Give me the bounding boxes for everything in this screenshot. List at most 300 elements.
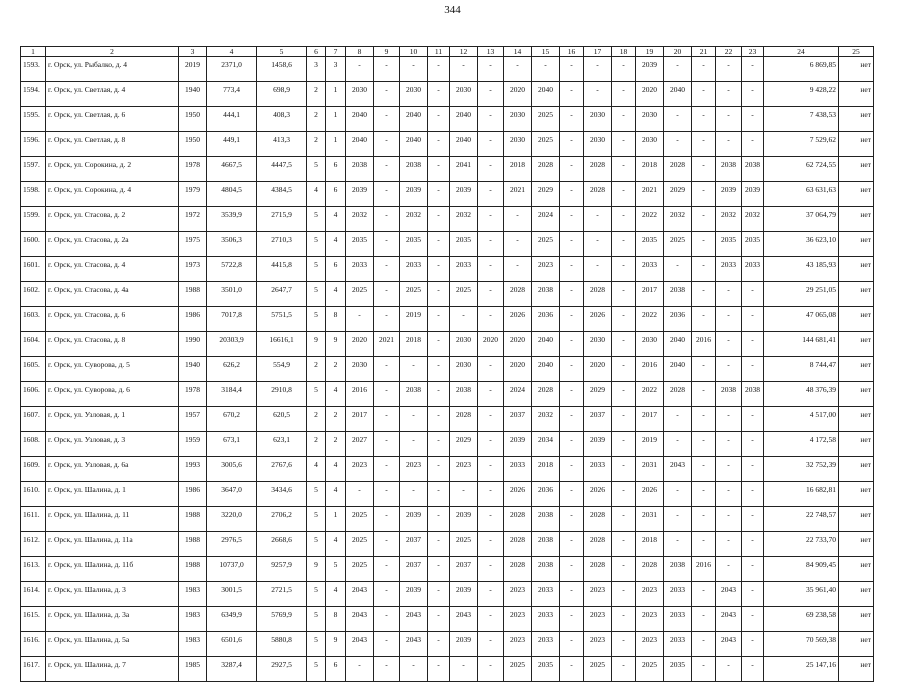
table-cell: нет [839, 182, 874, 207]
table-cell: - [374, 407, 400, 432]
table-row [21, 482, 874, 507]
table-cell: 1940 [179, 357, 207, 382]
table-cell: 1940 [179, 82, 207, 107]
table-cell: - [612, 582, 636, 607]
column-header: 8 [346, 47, 374, 57]
table-cell: 2028 [532, 157, 560, 182]
table-cell: 1613. [21, 557, 46, 582]
table-cell: нет [839, 82, 874, 107]
table-cell: - [532, 57, 560, 82]
table-cell: - [478, 482, 504, 507]
table-cell: 2033 [346, 257, 374, 282]
table-cell: - [428, 382, 450, 407]
table-cell: 2037 [400, 532, 428, 557]
table-cell: 6349,9 [207, 607, 257, 632]
table-cell: - [612, 282, 636, 307]
table-cell: 9 [307, 557, 326, 582]
table-cell: - [692, 257, 716, 282]
table-cell: нет [839, 407, 874, 432]
table-cell: 1606. [21, 382, 46, 407]
table-cell: 9 428,22 [764, 82, 839, 107]
table-cell: - [374, 157, 400, 182]
table-cell: 2040 [450, 107, 478, 132]
column-header: 23 [742, 47, 764, 57]
table-cell: 2035 [532, 657, 560, 682]
table-cell: - [450, 657, 478, 682]
table-cell: - [612, 482, 636, 507]
column-header: 16 [560, 47, 584, 57]
table-cell: - [374, 82, 400, 107]
table-cell: 4 [326, 207, 346, 232]
table-cell: 1602. [21, 282, 46, 307]
column-header: 11 [428, 47, 450, 57]
table-cell: 1608. [21, 432, 46, 457]
table-cell: 4384,5 [257, 182, 307, 207]
table-cell: 2023 [636, 632, 664, 657]
table-cell: 5 [307, 482, 326, 507]
table-cell: - [504, 232, 532, 257]
table-cell: - [478, 182, 504, 207]
table-cell: - [612, 357, 636, 382]
table-cell: 670,2 [207, 407, 257, 432]
table-cell: - [374, 657, 400, 682]
table-cell: - [428, 207, 450, 232]
table-cell: 1973 [179, 257, 207, 282]
table-cell: нет [839, 432, 874, 457]
table-cell: 2036 [664, 307, 692, 332]
table-cell: 2017 [346, 407, 374, 432]
table-cell: 2028 [504, 532, 532, 557]
table-cell: 2043 [400, 632, 428, 657]
table-cell: 2032 [400, 207, 428, 232]
table-cell: 1594. [21, 82, 46, 107]
table-cell: 2040 [346, 132, 374, 157]
table-cell: - [560, 632, 584, 657]
table-cell: 698,9 [257, 82, 307, 107]
table-cell: - [428, 132, 450, 157]
table-cell: - [716, 307, 742, 332]
table-cell: 2038 [532, 557, 560, 582]
column-header: 1 [21, 47, 46, 57]
table-cell: - [504, 57, 532, 82]
table-cell: - [742, 607, 764, 632]
table-row [21, 357, 874, 382]
table-cell: г. Орск, ул. Узловая, д. 1 [46, 407, 179, 432]
table-cell: - [692, 507, 716, 532]
table-cell: - [374, 607, 400, 632]
table-cell: 1990 [179, 332, 207, 357]
table-cell: - [374, 532, 400, 557]
table-cell: - [560, 282, 584, 307]
table-cell: 1599. [21, 207, 46, 232]
table-cell: - [612, 657, 636, 682]
table-cell: 7017,8 [207, 307, 257, 332]
table-cell: нет [839, 657, 874, 682]
table-cell: г. Орск, ул. Светлая, д. 6 [46, 107, 179, 132]
table-cell: 2030 [636, 132, 664, 157]
table-cell: 2038 [532, 282, 560, 307]
table-cell: 2028 [584, 182, 612, 207]
table-cell: - [428, 607, 450, 632]
table-cell: 2028 [584, 507, 612, 532]
table-cell: 2030 [450, 82, 478, 107]
table-cell: - [428, 182, 450, 207]
table-cell: 4 [326, 382, 346, 407]
table-cell: - [612, 107, 636, 132]
table-cell: - [612, 332, 636, 357]
table-cell: - [428, 82, 450, 107]
table-cell: 2043 [450, 607, 478, 632]
table-cell: - [716, 407, 742, 432]
table-cell: - [450, 57, 478, 82]
table-cell: 5 [326, 557, 346, 582]
table-cell: 1993 [179, 457, 207, 482]
table-cell: 1617. [21, 657, 46, 682]
table-cell: 8 [326, 607, 346, 632]
table-cell: 1978 [179, 157, 207, 182]
table-cell: - [478, 532, 504, 557]
table-cell: 2025 [346, 532, 374, 557]
table-cell: - [664, 482, 692, 507]
table-cell: - [450, 307, 478, 332]
table-cell: 2037 [400, 557, 428, 582]
table-cell: - [612, 407, 636, 432]
table-body [21, 57, 874, 682]
table-cell: - [742, 457, 764, 482]
table-cell: 2022 [636, 207, 664, 232]
table-cell: 2025 [346, 507, 374, 532]
table-cell: 2033 [450, 257, 478, 282]
table-cell: - [716, 132, 742, 157]
table-cell: - [428, 657, 450, 682]
table-cell: 2040 [400, 132, 428, 157]
table-cell: - [560, 107, 584, 132]
table-cell: 20303,9 [207, 332, 257, 357]
table-cell: 1950 [179, 107, 207, 132]
table-cell: 9 [307, 332, 326, 357]
table-cell: нет [839, 332, 874, 357]
table-cell: 1597. [21, 157, 46, 182]
table-cell: 2026 [504, 307, 532, 332]
table-cell: 2025 [504, 657, 532, 682]
table-cell: - [560, 82, 584, 107]
table-cell: 5 [307, 632, 326, 657]
table-cell: 1605. [21, 357, 46, 382]
table-cell: - [560, 457, 584, 482]
table-cell: - [716, 532, 742, 557]
table-cell: - [612, 82, 636, 107]
table-cell: 2034 [532, 432, 560, 457]
table-cell: 2035 [742, 232, 764, 257]
table-cell: 2927,5 [257, 657, 307, 682]
table-cell: - [692, 82, 716, 107]
table-cell: 2910,8 [257, 382, 307, 407]
table-cell: 1616. [21, 632, 46, 657]
table-cell: 2025 [450, 532, 478, 557]
table-cell: 1609. [21, 457, 46, 482]
table-cell: - [504, 257, 532, 282]
table-cell: 1 [326, 82, 346, 107]
table-cell: 2037 [450, 557, 478, 582]
table-cell: 1603. [21, 307, 46, 332]
table-cell: 1600. [21, 232, 46, 257]
table-row [21, 307, 874, 332]
table-cell: 1604. [21, 332, 46, 357]
table-cell: - [664, 257, 692, 282]
table-cell: - [478, 407, 504, 432]
table-cell: 2706,2 [257, 507, 307, 532]
table-cell: 2024 [504, 382, 532, 407]
table-cell: 5769,9 [257, 607, 307, 632]
table-cell: 1983 [179, 632, 207, 657]
table-cell: - [560, 157, 584, 182]
table-cell: 4415,8 [257, 257, 307, 282]
table-cell: 3539,9 [207, 207, 257, 232]
table-cell: - [612, 57, 636, 82]
table-cell: 1975 [179, 232, 207, 257]
table-cell: - [716, 357, 742, 382]
table-cell: - [374, 107, 400, 132]
table-cell: 4 172,58 [764, 432, 839, 457]
table-cell: 2030 [504, 107, 532, 132]
table-cell: 2025 [400, 282, 428, 307]
table-cell: 2025 [450, 282, 478, 307]
table-cell: 2024 [532, 207, 560, 232]
column-header: 2 [46, 47, 179, 57]
table-cell: 2030 [636, 107, 664, 132]
table-cell: 2028 [636, 557, 664, 582]
table-cell: 5 [307, 607, 326, 632]
table-cell: 2023 [584, 582, 612, 607]
table-cell: 2 [307, 107, 326, 132]
column-header: 22 [716, 47, 742, 57]
table-row [21, 232, 874, 257]
table-cell: 2038 [400, 382, 428, 407]
table-cell: 2020 [478, 332, 504, 357]
table-cell: - [478, 432, 504, 457]
table-cell: 2030 [504, 132, 532, 157]
table-cell: 2039 [636, 57, 664, 82]
table-cell: - [560, 207, 584, 232]
table-cell: 1983 [179, 582, 207, 607]
table-cell: 2038 [716, 382, 742, 407]
table-cell: 3 [326, 57, 346, 82]
table-cell: - [478, 207, 504, 232]
table-cell: г. Орск, ул. Светлая, д. 8 [46, 132, 179, 157]
table-cell: 2017 [636, 407, 664, 432]
table-cell: 8 744,47 [764, 357, 839, 382]
table-cell: 2020 [584, 357, 612, 382]
table-cell: - [560, 182, 584, 207]
table-cell: 444,1 [207, 107, 257, 132]
table-cell: - [692, 382, 716, 407]
table-cell: г. Орск, ул. Шалина, д. 3 [46, 582, 179, 607]
table-cell: - [374, 382, 400, 407]
table-cell: - [612, 207, 636, 232]
table-cell: 2 [326, 407, 346, 432]
column-header: 14 [504, 47, 532, 57]
table-cell: - [478, 257, 504, 282]
table-cell: 2040 [450, 132, 478, 157]
table-cell: 2018 [400, 332, 428, 357]
table-cell: 47 065,08 [764, 307, 839, 332]
table-cell: - [478, 557, 504, 582]
table-cell: 2035 [716, 232, 742, 257]
table-cell: - [428, 357, 450, 382]
table-cell: 2025 [532, 107, 560, 132]
table-cell: - [612, 557, 636, 582]
table-cell: 36 623,10 [764, 232, 839, 257]
table-cell: 8 [326, 307, 346, 332]
table-cell: - [612, 532, 636, 557]
table-cell: 2018 [504, 157, 532, 182]
table-cell: 5 [307, 657, 326, 682]
table-cell: 2033 [742, 257, 764, 282]
table-cell: 2043 [664, 457, 692, 482]
table-cell: 1972 [179, 207, 207, 232]
table-cell: - [716, 282, 742, 307]
table-cell: 2035 [346, 232, 374, 257]
table-cell: 2030 [450, 332, 478, 357]
table-cell: 5 [307, 157, 326, 182]
table-cell: 2023 [504, 632, 532, 657]
table-cell: - [742, 82, 764, 107]
table-row [21, 207, 874, 232]
table-cell: 2038 [742, 157, 764, 182]
table-cell: г. Орск, ул. Шалина, д. 5а [46, 632, 179, 657]
table-cell: г. Орск, ул. Узловая, д. 3 [46, 432, 179, 457]
table-cell: - [584, 207, 612, 232]
table-cell: 1950 [179, 132, 207, 157]
table-cell: 2032 [346, 207, 374, 232]
table-cell: 3287,4 [207, 657, 257, 682]
table-cell: 2025 [584, 657, 612, 682]
table-cell: 22 748,57 [764, 507, 839, 532]
table-cell: - [478, 307, 504, 332]
column-header: 3 [179, 47, 207, 57]
table-cell: - [478, 457, 504, 482]
table-cell: - [584, 257, 612, 282]
column-header: 19 [636, 47, 664, 57]
table-cell: г. Орск, ул. Шалина, д. 11а [46, 532, 179, 557]
table-cell: - [742, 357, 764, 382]
table-cell: - [692, 532, 716, 557]
table-cell: - [560, 57, 584, 82]
table-cell: - [716, 482, 742, 507]
column-header: 10 [400, 47, 428, 57]
table-cell: 2031 [636, 457, 664, 482]
table-cell: 2040 [664, 82, 692, 107]
column-header: 12 [450, 47, 478, 57]
table-cell: - [374, 582, 400, 607]
table-cell: - [374, 57, 400, 82]
table-cell: - [428, 332, 450, 357]
table-cell: 1595. [21, 107, 46, 132]
table-cell: - [742, 657, 764, 682]
table-cell: - [400, 432, 428, 457]
table-row [21, 57, 874, 82]
table-cell: 35 961,40 [764, 582, 839, 607]
table-cell: - [560, 557, 584, 582]
table-cell: - [428, 582, 450, 607]
table-cell: 4 [307, 182, 326, 207]
table-cell: 1979 [179, 182, 207, 207]
table-cell: нет [839, 282, 874, 307]
table-cell: - [584, 232, 612, 257]
table-cell: 2036 [532, 307, 560, 332]
table-cell: 2039 [742, 182, 764, 207]
table-row [21, 432, 874, 457]
table-cell: - [374, 432, 400, 457]
table-cell: 4 [326, 282, 346, 307]
table-cell: - [428, 432, 450, 457]
table-cell: - [560, 257, 584, 282]
table-cell: - [664, 407, 692, 432]
table-cell: 2 [307, 407, 326, 432]
table-cell: - [742, 407, 764, 432]
table-cell: - [560, 657, 584, 682]
table-cell: 2021 [504, 182, 532, 207]
table-cell: 2019 [179, 57, 207, 82]
table-cell: 2026 [504, 482, 532, 507]
table-cell: - [374, 507, 400, 532]
table-cell: 22 733,70 [764, 532, 839, 557]
table-cell: - [400, 407, 428, 432]
column-header: 13 [478, 47, 504, 57]
table-cell: 2023 [584, 607, 612, 632]
table-cell: 69 238,58 [764, 607, 839, 632]
table-cell: нет [839, 582, 874, 607]
table-row [21, 557, 874, 582]
table-cell: - [742, 57, 764, 82]
table-cell: 2040 [664, 357, 692, 382]
table-cell: 2023 [636, 582, 664, 607]
table-cell: 1988 [179, 282, 207, 307]
table-cell: 2023 [584, 632, 612, 657]
table-cell: 4 [326, 482, 346, 507]
table-cell: 1978 [179, 382, 207, 407]
table-cell: 2028 [504, 507, 532, 532]
table-cell: 2033 [584, 457, 612, 482]
table-cell: 2033 [664, 607, 692, 632]
table-cell: г. Орск, ул. Светлая, д. 4 [46, 82, 179, 107]
table-cell: 1983 [179, 607, 207, 632]
table-row [21, 332, 874, 357]
table-cell: 5 [307, 207, 326, 232]
table-cell: - [716, 107, 742, 132]
table-cell: - [478, 57, 504, 82]
table-cell: г. Орск, ул. Стасова, д. 4 [46, 257, 179, 282]
table-cell: - [560, 432, 584, 457]
table-cell: 3184,4 [207, 382, 257, 407]
table-cell: 2023 [400, 457, 428, 482]
table-cell: 144 681,41 [764, 332, 839, 357]
table-header [21, 47, 874, 57]
table-cell: 1 [326, 132, 346, 157]
table-cell: - [428, 232, 450, 257]
table-cell: 10737,0 [207, 557, 257, 582]
table-cell: 2030 [584, 132, 612, 157]
table-cell: - [584, 57, 612, 82]
table-cell: нет [839, 532, 874, 557]
table-cell: - [692, 457, 716, 482]
column-header: 17 [584, 47, 612, 57]
table-cell: 2033 [636, 257, 664, 282]
table-cell: - [612, 182, 636, 207]
table-cell: - [612, 232, 636, 257]
table-cell: 2040 [664, 332, 692, 357]
table-cell: - [692, 432, 716, 457]
